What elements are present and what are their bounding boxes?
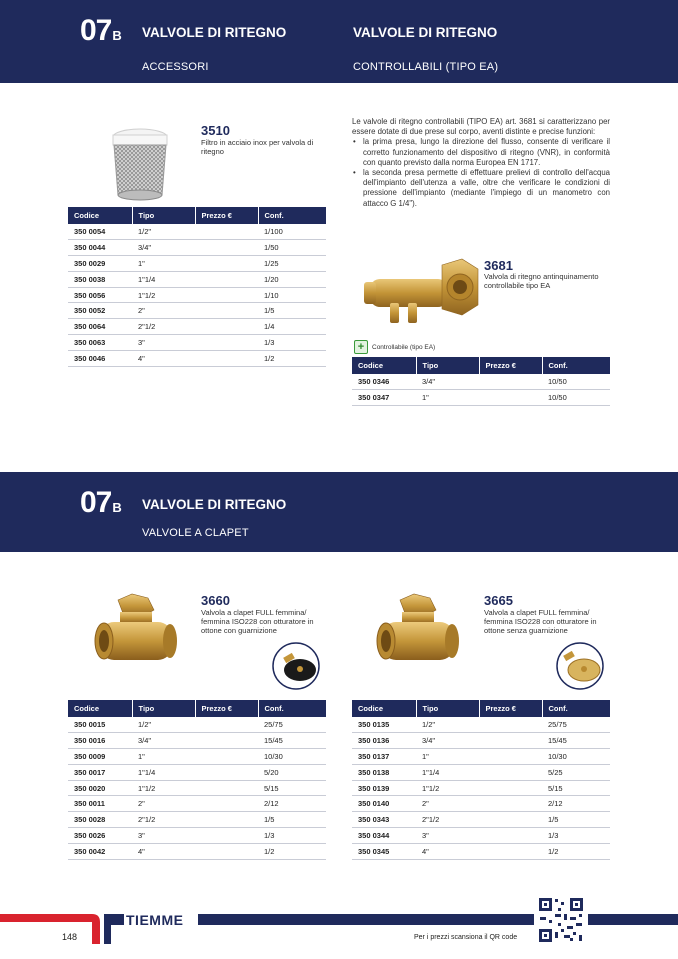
cell-conf: 10/30 bbox=[542, 749, 610, 765]
cell-tipo: 1"1/2 bbox=[132, 287, 195, 303]
cell-tipo: 3" bbox=[132, 335, 195, 351]
cell-conf: 5/15 bbox=[542, 780, 610, 796]
cell-codice: 350 0052 bbox=[68, 303, 132, 319]
controllable-badge bbox=[354, 340, 435, 354]
cell-codice: 350 0046 bbox=[68, 350, 132, 366]
cell-tipo: 1" bbox=[132, 256, 195, 272]
cell-tipo: 2"1/2 bbox=[132, 812, 195, 828]
cell-tipo: 1"1/4 bbox=[416, 764, 479, 780]
section-number: 07B bbox=[80, 486, 122, 519]
cell-tipo: 3/4" bbox=[132, 240, 195, 256]
cell-codice: 350 0056 bbox=[68, 287, 132, 303]
table-row bbox=[352, 828, 610, 844]
filter-product-image bbox=[100, 125, 180, 205]
cell-conf: 2/12 bbox=[258, 796, 326, 812]
cell-tipo: 2" bbox=[416, 796, 479, 812]
intro-text-tipo-ea bbox=[352, 117, 610, 209]
cell-conf: 2/12 bbox=[542, 796, 610, 812]
table-row bbox=[68, 749, 326, 765]
cell-prezzo bbox=[195, 812, 258, 828]
cell-codice: 350 0346 bbox=[352, 374, 416, 390]
table-row bbox=[68, 224, 326, 240]
cell-prezzo bbox=[479, 812, 542, 828]
cell-tipo: 3/4" bbox=[416, 374, 479, 390]
cell-codice: 350 0139 bbox=[352, 780, 416, 796]
cell-codice: 350 0044 bbox=[68, 240, 132, 256]
cell-prezzo bbox=[195, 350, 258, 366]
cell-tipo: 1"1/4 bbox=[132, 271, 195, 287]
cell-tipo: 2" bbox=[132, 303, 195, 319]
cell-codice: 350 0344 bbox=[352, 828, 416, 844]
table-row bbox=[68, 256, 326, 272]
col-prezzo: Prezzo € bbox=[479, 700, 542, 717]
cell-tipo: 2"1/2 bbox=[416, 812, 479, 828]
cell-codice: 350 0009 bbox=[68, 749, 132, 765]
cell-prezzo bbox=[195, 717, 258, 733]
cell-prezzo bbox=[479, 733, 542, 749]
product-desc-3660: Valvola a clapet FULL femmina/ femmina ISO228 con otturatore in ottone con guarnizione bbox=[201, 608, 314, 635]
page-number: 148 bbox=[62, 932, 78, 942]
cell-prezzo bbox=[479, 374, 542, 390]
product-desc-3665: Valvola a clapet FULL femmina/ femmina ISO228 con otturatore in ottone senza guarnizione bbox=[484, 608, 597, 635]
badge-label: Controllabile (tipo EA) bbox=[372, 343, 436, 351]
cell-tipo: 1" bbox=[416, 749, 479, 765]
brand-logo-text: TIEMME bbox=[126, 912, 184, 928]
table-row bbox=[68, 717, 326, 733]
col-prezzo: Prezzo € bbox=[195, 700, 258, 717]
brass-disc-image bbox=[554, 641, 606, 691]
cell-prezzo bbox=[195, 256, 258, 272]
product-code-3660: 3660 bbox=[201, 593, 230, 608]
cell-tipo: 3" bbox=[132, 828, 195, 844]
cell-conf: 1/20 bbox=[258, 271, 326, 287]
table-3681 bbox=[352, 357, 610, 406]
table-row bbox=[352, 374, 610, 390]
col-codice: Codice bbox=[68, 700, 132, 717]
table-row bbox=[68, 335, 326, 351]
cell-conf: 1/2 bbox=[258, 843, 326, 859]
col-tipo: Tipo bbox=[132, 700, 195, 717]
section-title: VALVOLE DI RITEGNO bbox=[142, 497, 287, 512]
cell-codice: 350 0063 bbox=[68, 335, 132, 351]
cell-tipo: 3/4" bbox=[132, 733, 195, 749]
cell-conf: 1/3 bbox=[258, 828, 326, 844]
cell-conf: 10/50 bbox=[542, 374, 610, 390]
table-3510 bbox=[68, 207, 326, 367]
col-prezzo: Prezzo € bbox=[195, 207, 258, 224]
table-row bbox=[68, 319, 326, 335]
table-row bbox=[68, 303, 326, 319]
cell-prezzo bbox=[479, 843, 542, 859]
cell-tipo: 1/2" bbox=[132, 224, 195, 240]
cell-tipo: 1" bbox=[416, 390, 479, 406]
cell-tipo: 1/2" bbox=[132, 717, 195, 733]
intro-paragraph: Le valvole di ritegno controllabili (TIPO EA) art. 3681 si caratterizzano per essere dotate di due prese sul corpo, aventi distinte e precise funzioni: bbox=[352, 117, 610, 137]
cell-codice: 350 0038 bbox=[68, 271, 132, 287]
qr-caption: Per i prezzi scansiona il QR code bbox=[414, 934, 518, 941]
table-row bbox=[352, 780, 610, 796]
table-row bbox=[68, 764, 326, 780]
cell-codice: 350 0015 bbox=[68, 717, 132, 733]
table-row bbox=[68, 240, 326, 256]
cell-conf: 1/25 bbox=[258, 256, 326, 272]
table-row bbox=[68, 780, 326, 796]
col-tipo: Tipo bbox=[416, 700, 479, 717]
cell-prezzo bbox=[479, 780, 542, 796]
qr-code-icon[interactable] bbox=[537, 896, 585, 944]
disc-gasket-image bbox=[270, 641, 322, 691]
col-conf: Conf. bbox=[542, 700, 610, 717]
col-codice: Codice bbox=[68, 207, 132, 224]
header-band-clapet bbox=[0, 472, 678, 552]
cell-conf: 1/2 bbox=[258, 350, 326, 366]
plus-icon: + bbox=[354, 340, 368, 354]
cell-conf: 1/3 bbox=[542, 828, 610, 844]
cell-conf: 1/2 bbox=[542, 843, 610, 859]
table-row bbox=[352, 764, 610, 780]
cell-prezzo bbox=[195, 780, 258, 796]
table-row bbox=[68, 828, 326, 844]
cell-tipo: 1"1/2 bbox=[416, 780, 479, 796]
col-tipo: Tipo bbox=[416, 357, 479, 374]
cell-prezzo bbox=[195, 828, 258, 844]
cell-codice: 350 0343 bbox=[352, 812, 416, 828]
cell-codice: 350 0136 bbox=[352, 733, 416, 749]
cell-codice: 350 0026 bbox=[68, 828, 132, 844]
cell-conf: 5/20 bbox=[258, 764, 326, 780]
clapet-valve-3660-image bbox=[88, 592, 184, 678]
product-code-3510: 3510 bbox=[201, 123, 230, 138]
cell-codice: 350 0020 bbox=[68, 780, 132, 796]
col-codice: Codice bbox=[352, 700, 416, 717]
cell-tipo: 3/4" bbox=[416, 733, 479, 749]
cell-conf: 1/50 bbox=[258, 240, 326, 256]
table-row bbox=[68, 733, 326, 749]
table-row bbox=[352, 812, 610, 828]
intro-bullet: • la seconda presa permette di effettuare prelievi di controllo dell'acqua dell'impianto dell'utenza a valle, oltre che verificare le condizioni di pressione dell'impianto (mediante l'impiego di un manometro con attacco G 1/4"). bbox=[352, 168, 610, 209]
section-subtitle: VALVOLE A CLAPET bbox=[142, 527, 249, 539]
table-row bbox=[68, 796, 326, 812]
cell-tipo: 2"1/2 bbox=[132, 319, 195, 335]
section-number: 07B bbox=[80, 14, 122, 47]
cell-prezzo bbox=[195, 224, 258, 240]
header-band-accessori bbox=[0, 0, 678, 83]
table-row bbox=[68, 271, 326, 287]
cell-prezzo bbox=[479, 796, 542, 812]
cell-tipo: 4" bbox=[132, 350, 195, 366]
table-row bbox=[352, 390, 610, 406]
footer-line bbox=[198, 914, 534, 925]
cell-conf: 10/30 bbox=[258, 749, 326, 765]
col-conf: Conf. bbox=[258, 700, 326, 717]
cell-prezzo bbox=[195, 303, 258, 319]
cell-conf: 15/45 bbox=[542, 733, 610, 749]
cell-prezzo bbox=[195, 764, 258, 780]
section-title-left: VALVOLE DI RITEGNO bbox=[142, 25, 287, 40]
col-conf: Conf. bbox=[258, 207, 326, 224]
intro-bullet: • la prima presa, lungo la direzione del flusso, consente di verificare il corretto funzionamento del dispositivo di ritegno (VNR), in conformità con quanto previsto dalla norma Europea EN 1717. bbox=[352, 137, 610, 168]
cell-codice: 350 0029 bbox=[68, 256, 132, 272]
cell-codice: 350 0137 bbox=[352, 749, 416, 765]
cell-codice: 350 0140 bbox=[352, 796, 416, 812]
table-row bbox=[352, 717, 610, 733]
table-row bbox=[68, 350, 326, 366]
cell-conf: 10/50 bbox=[542, 390, 610, 406]
col-prezzo: Prezzo € bbox=[479, 357, 542, 374]
cell-prezzo bbox=[479, 390, 542, 406]
cell-codice: 350 0347 bbox=[352, 390, 416, 406]
cell-tipo: 1"1/2 bbox=[132, 780, 195, 796]
table-row bbox=[68, 843, 326, 859]
cell-conf: 1/4 bbox=[258, 319, 326, 335]
cell-prezzo bbox=[195, 287, 258, 303]
table-3660 bbox=[68, 700, 326, 860]
section-subtitle-right: CONTROLLABILI (TIPO EA) bbox=[353, 61, 499, 73]
cell-tipo: 1/2" bbox=[416, 717, 479, 733]
cell-conf: 1/3 bbox=[258, 335, 326, 351]
cell-prezzo bbox=[479, 764, 542, 780]
footer-line-right bbox=[588, 914, 678, 925]
table-row bbox=[68, 287, 326, 303]
cell-conf: 25/75 bbox=[258, 717, 326, 733]
cell-prezzo bbox=[479, 749, 542, 765]
cell-codice: 350 0017 bbox=[68, 764, 132, 780]
cell-prezzo bbox=[479, 828, 542, 844]
table-3665 bbox=[352, 700, 610, 860]
cell-tipo: 1"1/4 bbox=[132, 764, 195, 780]
cell-codice: 350 0345 bbox=[352, 843, 416, 859]
product-desc-3681: Valvola di ritegno antinquinamento controllabile tipo EA bbox=[484, 272, 599, 290]
cell-prezzo bbox=[479, 717, 542, 733]
table-row bbox=[352, 843, 610, 859]
clapet-valve-3665-image bbox=[370, 592, 466, 678]
cell-codice: 350 0054 bbox=[68, 224, 132, 240]
cell-conf: 1/100 bbox=[258, 224, 326, 240]
table-row bbox=[68, 812, 326, 828]
table-row bbox=[352, 796, 610, 812]
cell-conf: 5/25 bbox=[542, 764, 610, 780]
col-conf: Conf. bbox=[542, 357, 610, 374]
cell-codice: 350 0011 bbox=[68, 796, 132, 812]
section-title-right: VALVOLE DI RITEGNO bbox=[353, 25, 498, 40]
cell-prezzo bbox=[195, 335, 258, 351]
cell-prezzo bbox=[195, 240, 258, 256]
cell-codice: 350 0138 bbox=[352, 764, 416, 780]
col-codice: Codice bbox=[352, 357, 416, 374]
cell-conf: 25/75 bbox=[542, 717, 610, 733]
cell-tipo: 2" bbox=[132, 796, 195, 812]
cell-prezzo bbox=[195, 749, 258, 765]
product-code-3665: 3665 bbox=[484, 593, 513, 608]
cell-codice: 350 0064 bbox=[68, 319, 132, 335]
cell-conf: 1/10 bbox=[258, 287, 326, 303]
cell-conf: 5/15 bbox=[258, 780, 326, 796]
col-tipo: Tipo bbox=[132, 207, 195, 224]
cell-conf: 1/5 bbox=[542, 812, 610, 828]
cell-tipo: 1" bbox=[132, 749, 195, 765]
cell-prezzo bbox=[195, 733, 258, 749]
cell-codice: 350 0028 bbox=[68, 812, 132, 828]
table-row bbox=[352, 733, 610, 749]
cell-tipo: 4" bbox=[132, 843, 195, 859]
cell-conf: 1/5 bbox=[258, 812, 326, 828]
cell-prezzo bbox=[195, 843, 258, 859]
table-row bbox=[352, 749, 610, 765]
product-code-3681: 3681 bbox=[484, 258, 513, 273]
cell-codice: 350 0016 bbox=[68, 733, 132, 749]
cell-conf: 1/5 bbox=[258, 303, 326, 319]
cell-prezzo bbox=[195, 319, 258, 335]
cell-conf: 15/45 bbox=[258, 733, 326, 749]
cell-prezzo bbox=[195, 796, 258, 812]
cell-tipo: 4" bbox=[416, 843, 479, 859]
cell-tipo: 3" bbox=[416, 828, 479, 844]
cell-prezzo bbox=[195, 271, 258, 287]
cell-codice: 350 0135 bbox=[352, 717, 416, 733]
cell-codice: 350 0042 bbox=[68, 843, 132, 859]
section-subtitle-left: ACCESSORI bbox=[142, 61, 209, 73]
check-valve-ea-image bbox=[362, 255, 480, 333]
product-desc-3510: Filtro in acciaio inox per valvola di ritegno bbox=[201, 138, 314, 156]
